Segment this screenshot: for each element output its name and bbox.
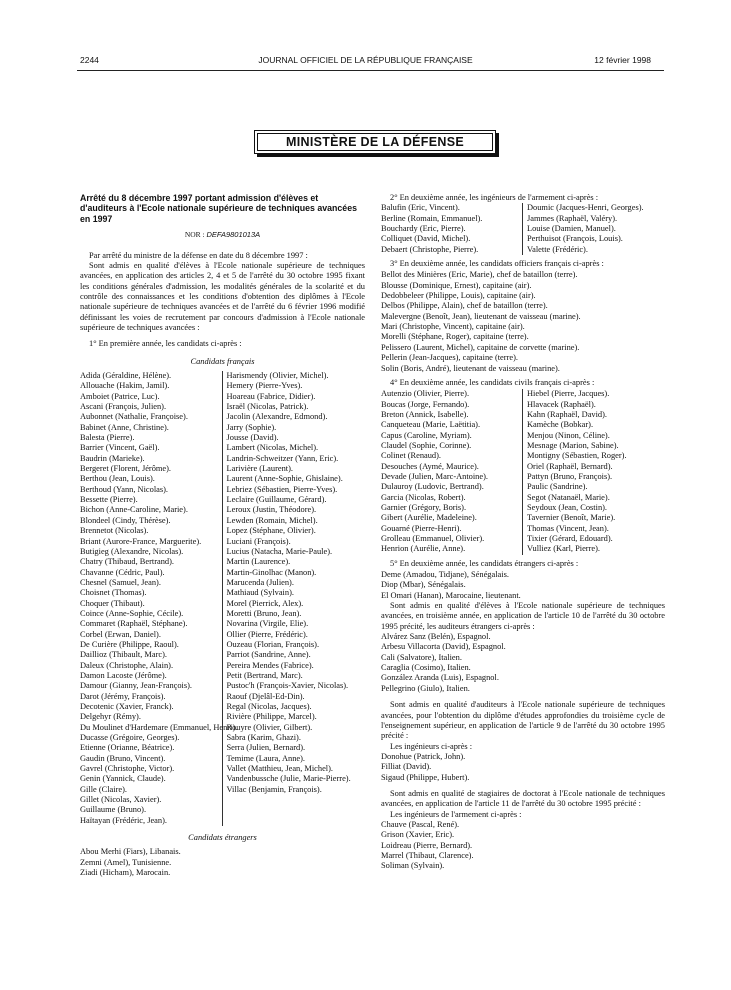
fourth-list <box>381 389 665 555</box>
list-entry: Lewden (Romain, Michel). <box>226 515 318 525</box>
list-entry: Grolleau (Emmanuel, Olivier). <box>381 534 485 543</box>
right-column <box>381 193 665 872</box>
first-year-heading: 1° En première année, les candidats ci-après : <box>89 339 242 349</box>
list-entry: Vallet (Matthieu, Jean, Michel). <box>226 764 334 774</box>
list-entry: Damour (Gianny, Jean-François). <box>80 681 193 691</box>
list-entry: Canqueteau (Marie, Laëtitia). <box>381 420 481 430</box>
list-entry: Kahn (Raphaël, David). <box>527 409 608 419</box>
list-entry: Berthoud (Yann, Nicolas). <box>80 484 169 494</box>
list-entry: Diop (Mbar), Sénégalais. <box>381 580 466 590</box>
list-entry: Henrion (Aurélie, Anne). <box>381 544 466 554</box>
list-entry: Alvárez Sanz (Belén), Espagnol. <box>381 632 491 642</box>
list-entry: Menjou (Ninon, Céline). <box>527 430 610 440</box>
list-entry: Morelli (Stéphane, Roger), capitaine (terre). <box>381 332 529 342</box>
list-entry: Doumic (Jacques-Henri, Georges). <box>527 203 644 213</box>
third-list <box>381 270 665 373</box>
list-entry: Martin (Laurence). <box>226 557 291 567</box>
list-entry: Deme (Amadou, Tidjane), Sénégalais. <box>381 570 509 580</box>
second-year-heading: 2° En deuxième année, les ingénieurs de l'armement ci-après : <box>390 193 599 202</box>
list-entry: Tixier (Gérard, Edouard). <box>527 534 613 543</box>
fifth-heading: 5° En deuxième année, les candidats étrangers ci-après : <box>390 558 579 568</box>
list-entry: Delgehyr (Rémy). <box>80 712 141 722</box>
arrete-title: Arrêté du 8 décembre 1997 portant admission d'élèves et d'auditeurs à l'Ecole nationale supérieure de techniques avancées en 1997 <box>80 193 357 224</box>
list-entry: Colliquet (David, Michel). <box>381 234 471 244</box>
nor-code: DEFA9801013A <box>206 230 261 240</box>
list-entry: Cali (Salvatore), Italien. <box>381 652 462 662</box>
header-rule <box>77 70 664 71</box>
list-entry: Montigny (Sébastien, Roger). <box>527 451 627 461</box>
list-entry: Jousse (David). <box>226 433 279 443</box>
list-entry: Raouf (Djelâl-Ed-Din). <box>226 691 305 701</box>
list-entry: Jarry (Sophie). <box>226 422 277 432</box>
list-entry: Balesta (Pierre). <box>80 433 135 443</box>
list-entry: Lopez (Stéphane, Olivier). <box>226 526 316 536</box>
list-entry: Petit (Bertrand, Marc). <box>226 670 303 680</box>
third-heading: 3° En deuxième année, les candidats officiers français ci-après : <box>390 259 604 269</box>
list-entry: Berthou (Jean, Louis). <box>80 474 155 484</box>
list-entry: Bessette (Pierre). <box>80 495 138 505</box>
list-entry: Boucas (Jorge, Fernando). <box>381 399 470 409</box>
list-entry: Filliat (David). <box>381 762 432 772</box>
list-entry: Segot (Natanaël, Marie). <box>527 492 610 502</box>
list-entry: Etienne (Orianne, Béatrice). <box>80 743 175 753</box>
list-entry: Luciani (François). <box>226 536 291 546</box>
list-entry: Jacolin (Alexandre, Edmond). <box>226 412 328 422</box>
list-entry: Serra (Julien, Bernard). <box>226 743 306 753</box>
list-entry: Choquer (Thibaut). <box>80 598 145 608</box>
list-entry: Soliman (Sylvain). <box>381 861 445 871</box>
list-entry: Adida (Géraldine, Hélène). <box>80 371 172 380</box>
list-entry: Villac (Benjamin, François). <box>226 784 322 794</box>
ingenieurs-label-1: Les ingénieurs ci-après : <box>390 741 473 751</box>
list-entry: Gibert (Aurélie, Madeleine). <box>381 513 477 523</box>
list-entry: Balufin (Eric, Vincent). <box>381 203 460 213</box>
list-entry: Rivière (Philippe, Marcel). <box>226 712 317 722</box>
list-entry: Leroux (Justin, Théodore). <box>226 505 317 515</box>
list-entry: Breton (Annick, Isabelle). <box>381 409 469 419</box>
list-entry: Jammes (Raphaël, Valéry). <box>527 213 618 223</box>
list-entry: Autenzio (Olivier, Pierre). <box>381 389 470 399</box>
list-entry: Pustoc'h (François-Xavier, Nicolas). <box>226 681 349 691</box>
list-entry: Baudrin (Marieke). <box>80 453 145 463</box>
list-entry: Zemni (Amel), Tunisienne. <box>80 857 172 867</box>
stagiaires-paragraph: Sont admis en qualité de stagiaires de doctorat à l'Ecole nationale de techniques avancées, en application de l'article 11 de l'arrêté du 30 octobre 1995 précité : <box>381 788 665 809</box>
journal-title: JOURNAL OFFICIEL DE LA RÉPUBLIQUE FRANÇAISE <box>258 55 473 65</box>
etrangers-list <box>80 847 365 878</box>
issue-date: 12 février 1998 <box>594 55 651 65</box>
list-entry: Perthuisot (François, Louis). <box>527 234 623 244</box>
list-entry: Oriel (Raphaël, Bernard). <box>527 461 613 471</box>
list-entry: Rouyre (Olivier, Gilbert). <box>226 722 313 732</box>
list-entry: Garnier (Grégory, Boris). <box>381 502 467 512</box>
ingenieurs-list-2 <box>381 820 665 872</box>
list-entry: Landrin-Schweitzer (Yann, Eric). <box>226 453 339 463</box>
list-entry: Seydoux (Jean, Costin). <box>527 502 608 512</box>
list-entry: Tavernier (Benoît, Marie). <box>527 513 616 523</box>
list-entry: Sabra (Karim, Ghazi). <box>226 733 301 743</box>
list-entry: Dedobbeleer (Philippe, Louis), capitaine (air). <box>381 291 536 301</box>
list-entry: Garcia (Nicolas, Robert). <box>381 492 466 502</box>
list-entry: Pelissero (Laurent, Michel), capitaine de corvette (marine). <box>381 342 580 352</box>
dea-paragraph: Sont admis en qualité d'auditeurs à l'Ecole nationale supérieure de techniques avancées, pour l'obtention du diplôme d'études approfondies du troisième cycle de l'enseignement supérieur, en application de l'article 9 de l'arrêté du 30 octobre 1995 précité : <box>381 700 665 741</box>
list-entry: Pellegrino (Giulo), Italien. <box>381 683 470 693</box>
list-entry: Desouches (Aymé, Maurice). <box>381 461 479 471</box>
francais-left-column <box>80 371 238 826</box>
list-entry: El Omari (Hanan), Marocaine, lieutenant. <box>381 590 521 600</box>
list-entry: Bouchardy (Eric, Pierre). <box>381 224 466 234</box>
list-entry: Mari (Christophe, Vincent), capitaine (air). <box>381 322 525 332</box>
list-entry: Martin-Ginolhac (Manon). <box>226 567 317 577</box>
list-entry: Larivière (Laurent). <box>226 464 293 474</box>
list-entry: Morel (Pierrick, Alex). <box>226 598 304 608</box>
list-entry: Chauve (Pascal, René). <box>381 819 460 829</box>
ingenieurs-list-1 <box>381 752 665 783</box>
list-entry: Marucenda (Julien). <box>226 577 294 587</box>
list-entry: Novarina (Virgile, Elie). <box>226 619 309 629</box>
list-entry: Harismendy (Olivier, Michel). <box>226 371 329 380</box>
francais-right-column <box>223 371 366 826</box>
list-entry: Blondeel (Cindy, Thérèse). <box>80 515 171 525</box>
list-entry: Butigieg (Alexandre, Nicolas). <box>80 546 184 556</box>
list-entry: Hiebel (Pierre, Jacques). <box>527 389 610 399</box>
list-entry: Berline (Romain, Emmanuel). <box>381 213 483 223</box>
candidats-etrangers-label: Candidats étrangers <box>188 833 257 843</box>
list-entry: Arbesu Villacorta (David), Espagnol. <box>381 642 506 652</box>
list-entry: González Aranda (Luis), Espagnol. <box>381 673 499 683</box>
list-entry: Moretti (Bruno, Jean). <box>226 608 302 618</box>
list-entry: Ducasse (Grégoire, Georges). <box>80 733 180 743</box>
list-entry: Genin (Yannick, Claude). <box>80 774 166 784</box>
list-entry: Malevergne (Benoît, Jean), lieutenant de vaisseau (marine). <box>381 311 581 321</box>
list-entry: Louise (Damien, Manuel). <box>527 224 616 234</box>
second-left-column <box>381 203 523 255</box>
list-entry: Amboiet (Patrice, Luc). <box>80 391 160 401</box>
list-entry: Barrier (Vincent, Gaël). <box>80 443 160 453</box>
list-entry: Regal (Nicolas, Jacques). <box>226 702 312 711</box>
list-entry: Commaret (Raphaël, Stéphane). <box>80 619 188 629</box>
list-entry: Guillaume (Bruno). <box>80 805 147 815</box>
list-entry: Gaudin (Bruno, Vincent). <box>80 753 166 763</box>
list-entry: Valette (Frédéric). <box>527 244 588 254</box>
list-entry: Briant (Aurore-France, Marguerite). <box>80 536 202 546</box>
auditeurs-list <box>381 632 665 694</box>
list-entry: Allouache (Hakim, Jamil). <box>80 381 170 391</box>
list-entry: Darot (Jérémy, François). <box>80 691 166 701</box>
list-entry: Daillioz (Thibault, Marc). <box>80 650 167 660</box>
list-entry: Bergeret (Florent, Jérôme). <box>80 464 172 474</box>
list-entry: Ziadi (Hicham), Marocain. <box>80 868 171 878</box>
list-entry: Gavrel (Christophe, Victor). <box>80 764 175 774</box>
list-entry: Pereira Mendes (Fabrice). <box>226 660 314 670</box>
list-entry: Devade (Julien, Marc-Antoine). <box>381 471 488 481</box>
fourth-right-column <box>523 389 665 555</box>
list-entry: Mesnage (Marion, Sabine). <box>527 440 619 450</box>
list-entry: Hoareau (Fabrice, Didier). <box>226 391 316 401</box>
list-entry: Marrel (Thibaut, Clarence). <box>381 850 474 860</box>
list-entry: Chavanne (Cédric, Paul). <box>80 567 165 577</box>
list-entry: Paulic (Sandrine). <box>527 482 588 492</box>
list-entry: Aubonnet (Nathalie, Françoise). <box>80 412 188 422</box>
list-entry: Abou Merhi (Fiars), Libanais. <box>80 847 181 857</box>
second-right-column <box>523 203 665 255</box>
list-entry: Lambert (Nicolas, Michel). <box>226 443 319 453</box>
list-entry: Vulliez (Karl, Pierre). <box>527 544 600 554</box>
intro-paragraph: Par arrêté du ministre de la défense en date du 8 décembre 1997 : <box>89 250 308 260</box>
list-entry: Donohue (Patrick, John). <box>381 751 466 761</box>
list-entry: Ascani (François, Julien). <box>80 402 167 412</box>
ministry-banner <box>254 130 496 154</box>
list-entry: Claudel (Sophie, Corinne). <box>381 440 472 450</box>
list-entry: Solin (Boris, André), lieutenant de vaisseau (marine). <box>381 363 560 373</box>
list-entry: Dulauroy (Ludovic, Bertrand). <box>381 482 484 492</box>
list-entry: Thomas (Vincent, Jean). <box>527 523 609 533</box>
list-entry: Parriot (Sandrine, Anne). <box>226 650 311 660</box>
page-number: 2244 <box>80 55 99 65</box>
list-entry: Lebriez (Sébastien, Pierre-Yves). <box>226 484 338 494</box>
list-entry: Debaert (Christophe, Pierre). <box>381 244 479 254</box>
list-entry: Bichon (Anne-Caroline, Marie). <box>80 505 188 515</box>
ministry-title: MINISTÈRE DE LA DÉFENSE <box>286 135 464 149</box>
list-entry: Grison (Xavier, Eric). <box>381 830 455 840</box>
list-entry: Daleux (Christophe, Alain). <box>80 660 174 670</box>
list-entry: Pattyn (Bruno, François). <box>527 471 613 481</box>
list-entry: Coince (Anne-Sophie, Cécile). <box>80 608 184 618</box>
list-entry: Damon Lacoste (Jérôme). <box>80 670 167 680</box>
list-entry: Chesnel (Samuel, Jean). <box>80 577 161 587</box>
list-entry: Haïtayan (Frédéric, Jean). <box>80 815 167 825</box>
list-entry: Loidreau (Pierre, Bernard). <box>381 840 473 850</box>
nor-label: NOR : <box>184 230 205 240</box>
list-entry: Gouarné (Pierre-Henri). <box>381 523 462 533</box>
list-entry: Ouzeau (Florian, François). <box>226 639 320 649</box>
list-entry: Caraglia (Cosimo), Italien. <box>381 663 471 673</box>
list-entry: Choisnet (Thomas). <box>80 588 147 598</box>
list-entry: Lucius (Natacha, Marie-Paule). <box>226 546 333 556</box>
auditeurs-paragraph: Sont admis en qualité d'élèves à l'Ecole nationale supérieure de techniques avancées, en troisième année, en application de l'article 10 de l'arrêté du 30 octobre 1995 précité, les auditeurs étrangers ci-après : <box>381 601 665 631</box>
list-entry: Colinet (Renaud). <box>381 451 442 461</box>
candidats-francais-label: Candidats français <box>190 356 255 366</box>
list-entry: Brennetot (Nicolas). <box>80 526 149 536</box>
fourth-heading: 4° En deuxième année, les candidats civils français ci-après : <box>390 377 595 387</box>
list-entry: Corbel (Erwan, Daniel). <box>80 629 161 639</box>
list-entry: Pellerin (Jean-Jacques), capitaine (terre). <box>381 353 518 363</box>
list-entry: Decotenic (Xavier, Franck). <box>80 702 174 711</box>
list-entry: Capus (Caroline, Myriam). <box>381 430 472 440</box>
list-entry: Hlavacek (Raphaël). <box>527 399 596 409</box>
list-entry: Kamèche (Bobkar). <box>527 420 594 430</box>
list-entry: Gillet (Nicolas, Xavier). <box>80 795 162 805</box>
francais-list <box>80 371 365 826</box>
list-entry: Babinet (Anne, Christine). <box>80 422 169 432</box>
list-entry: Israël (Nicolas, Patrick). <box>226 402 309 412</box>
list-entry: Mathiaud (Sylvain). <box>226 588 294 598</box>
list-entry: De Curière (Philippe, Raoul). <box>80 639 179 649</box>
list-entry: Leclaire (Guillaume, Gérard). <box>226 495 327 505</box>
ingenieurs-label-2: Les ingénieurs de l'armement ci-après : <box>390 809 522 819</box>
list-entry: Ollier (Pierre, Frédéric). <box>226 629 308 639</box>
list-entry: Sigaud (Philippe, Hubert). <box>381 772 470 782</box>
left-column <box>80 193 365 879</box>
list-entry: Chatry (Thibaud, Bertrand). <box>80 557 174 567</box>
list-entry: Gille (Claire). <box>80 784 127 794</box>
list-entry: Bellot des Minières (Eric, Marie), chef de bataillon (terre). <box>381 270 578 280</box>
list-entry: Blousse (Dominique, Ernest), capitaine (air). <box>381 280 532 290</box>
nor-reference <box>80 230 365 240</box>
list-entry: Du Moulinet d'Hardemare (Emmanuel, Henri). <box>80 722 238 732</box>
list-entry: Laurent (Anne-Sophie, Ghislaine). <box>226 474 343 484</box>
fourth-left-column <box>381 389 523 555</box>
fifth-list <box>381 570 665 601</box>
list-entry: Hemery (Pierre-Yves). <box>226 381 303 391</box>
list-entry: Temime (Laura, Anne). <box>226 753 305 763</box>
list-entry: Vandenbussche (Julie, Marie-Pierre). <box>226 774 351 784</box>
list-entry: Delbos (Philippe, Alain), chef de bataillon (terre). <box>381 301 548 311</box>
admission-paragraph: Sont admis en qualité d'élèves à l'Ecole nationale supérieure de techniques avancées, en application des articles 2, 4 et 5 de l'arrêté du 30 octobre 1995 fixant les conditions générales d'admission, les modalités générales de la scolarité et du contrôle des connaissances et les conditions d'obtention des diplômes à l'Ecole nationale supérieure de techniques avancées et de l'arrêté du 6 février 1996 modifié définissant les voies de recrutement par concours d'admission à l'Ecole nationale supérieure de techniques avancées : <box>80 260 365 332</box>
second-list <box>381 203 665 255</box>
